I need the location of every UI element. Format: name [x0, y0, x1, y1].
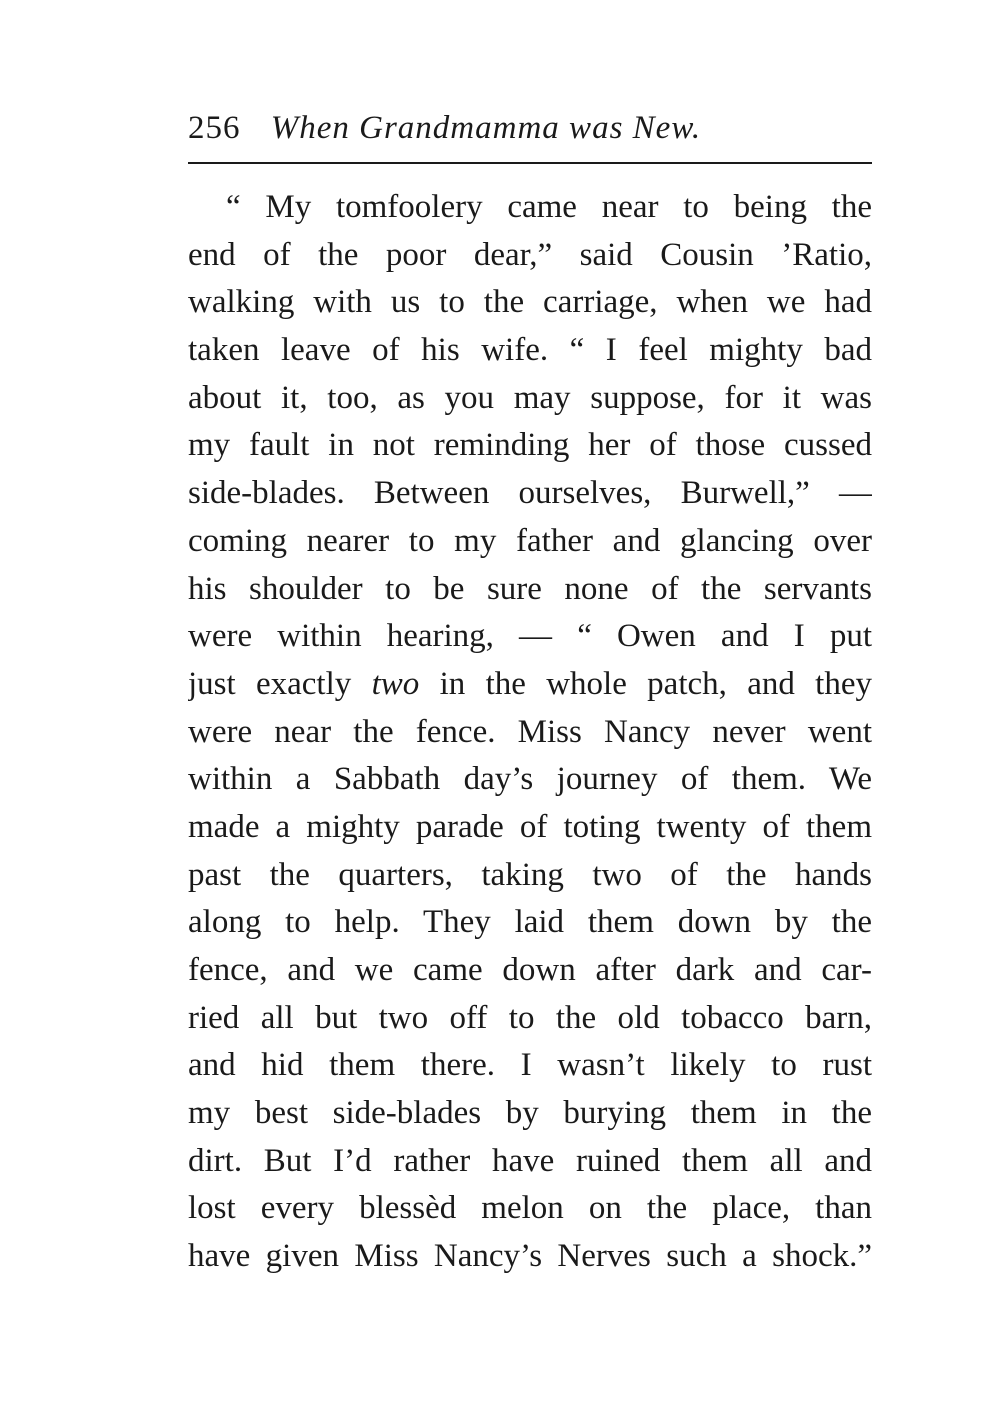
running-head — [188, 106, 872, 150]
text-line: end of the poor dear,” said Cousin ’Ratio, — [188, 236, 872, 273]
text-line: made a mighty parade of toting twenty of them — [188, 808, 872, 845]
text-line: his shoulder to be sure none of the servants — [188, 570, 872, 607]
text-line: were near the fence. Miss Nancy never went — [188, 713, 872, 750]
header-rule — [188, 162, 872, 164]
text-line: my best side-blades by burying them in the — [188, 1095, 872, 1132]
text-line: dirt. But I’d rather have ruined them all and — [188, 1142, 872, 1179]
text-line: have given Miss Nancy’s Nerves such a shock.” — [188, 1238, 872, 1275]
text-line: my fault in not reminding her of those cussed — [188, 427, 872, 464]
text-fragment: in the whole patch, and they — [419, 665, 872, 702]
italic-emphasis: two — [371, 665, 420, 702]
text-line: about it, too, as you may suppose, for it was — [188, 379, 872, 416]
text-line: “ My tomfoolery came near to being the — [226, 189, 872, 225]
text-line: were within hearing, — “ Owen and I put — [188, 618, 872, 655]
text-line: within a Sabbath day’s journey of them. We — [188, 761, 872, 798]
text-line: along to help. They laid them down by the — [188, 904, 872, 941]
text-line-with-italic — [188, 661, 872, 709]
text-line: side-blades. Between ourselves, Burwell,” — — [188, 475, 872, 512]
body-text — [188, 184, 872, 1281]
text-line: walking with us to the carriage, when we had — [188, 284, 872, 321]
running-title: When Grandmamma was New. — [270, 110, 702, 146]
text-line: past the quarters, taking two of the hands — [188, 856, 872, 893]
text-line: lost every blessèd melon on the place, than — [188, 1190, 872, 1227]
text-line: taken leave of his wife. “ I feel mighty bad — [188, 332, 872, 369]
page-number: 256 — [188, 110, 241, 146]
text-fragment: just exactly — [188, 665, 372, 702]
text-line: coming nearer to my father and glancing over — [188, 522, 872, 559]
text-line: and hid them there. I wasn’t likely to rust — [188, 1047, 872, 1084]
text-line: ried all but two off to the old tobacco barn, — [188, 999, 872, 1036]
text-line: fence, and we came down after dark and car- — [188, 952, 872, 988]
